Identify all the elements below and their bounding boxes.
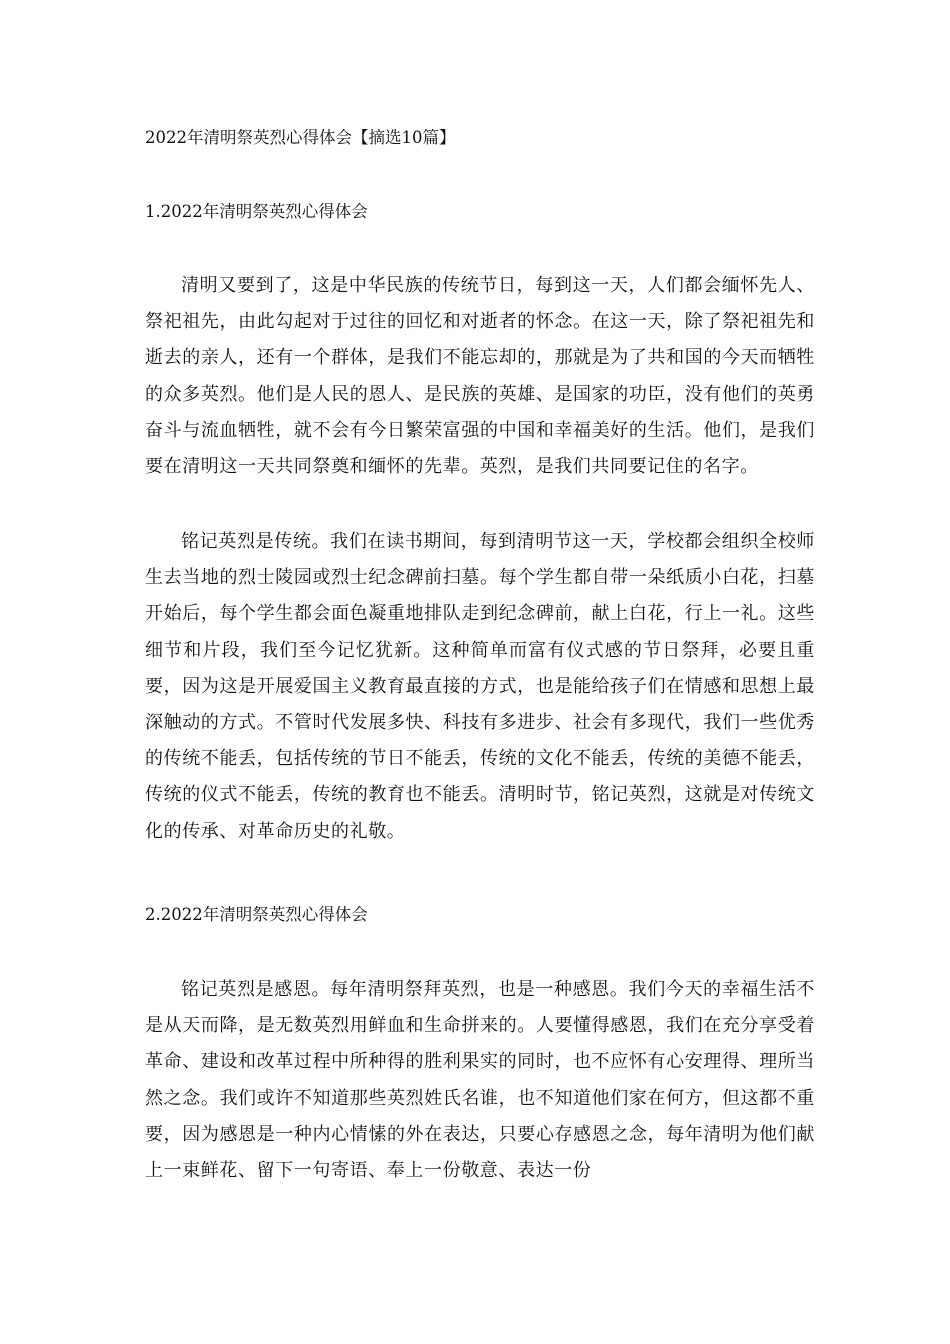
section-1-paragraph-1: 清明又要到了，这是中华民族的传统节日，每到这一天，人们都会缅怀先人、祭祀祖先，由此勾起对于过往的回忆和对逝者的怀念。在这一天，除了祭祀祖先和逝去的亲人，还有一个群体，是我们不能忘却的，那就是为了共和国的今天而牺牲的众多英烈。他们是人民的恩人、是民族的英雄、是国家的功臣，没有他们的英勇奋斗与流血牺牲，就不会有今日繁荣富强的中国和幸福美好的生活。他们，是我们要在清明这一天共同祭奠和缅怀的先辈。英烈，是我们共同要记住的名字。 [145,275,815,478]
section-1-paragraph-2: 铭记英烈是传统。我们在读书期间，每到清明节这一天，学校都会组织全校师生去当地的烈士陵园或烈士纪念碑前扫墓。每个学生都自带一朵纸质小白花，扫墓开始后，每个学生都会面色凝重地排队走到纪念碑前，献上白花，行上一礼。这些细节和片段，我们至今记忆犹新。这种简单而富有仪式感的节日祭拜，必要且重要，因为这是开展爱国主义教育最直接的方式，也是能给孩子们在情感和思想上最深触动的方式。不管时代发展多快、科技有多进步、社会有多现代，我们一些优秀的传统不能丢，包括传统的节日不能丢，传统的文化不能丢，传统的美德不能丢，传统的仪式不能丢，传统的教育也不能丢。清明时节，铭记英烈，这就是对传统文化的传承、对革命历史的礼敬。 [145,531,815,842]
section-2-paragraph-1: 铭记英烈是感恩。每年清明祭拜英烈，也是一种感恩。我们今天的幸福生活不是从天而降，是无数英烈用鲜血和生命拼来的。人要懂得感恩，我们在充分享受着革命、建设和改革过程中所种得的胜利果实的同时，也不应怀有心安理得、理所当然之念。我们或许不知道那些英烈姓氏名谁，也不知道他们家在何方，但这都不重要，因为感恩是一种内心情愫的外在表达，只要心存感恩之念，每年清明为他们献上一束鲜花、留下一句寄语、奉上一份敬意、表达一份 [145,979,815,1182]
section-heading-1: 1.2022年清明祭英烈心得体会 [145,202,368,221]
section-heading-2: 2.2022年清明祭英烈心得体会 [145,905,368,924]
document-title: 2022年清明祭英烈心得体会【摘选10篇】 [145,128,456,147]
